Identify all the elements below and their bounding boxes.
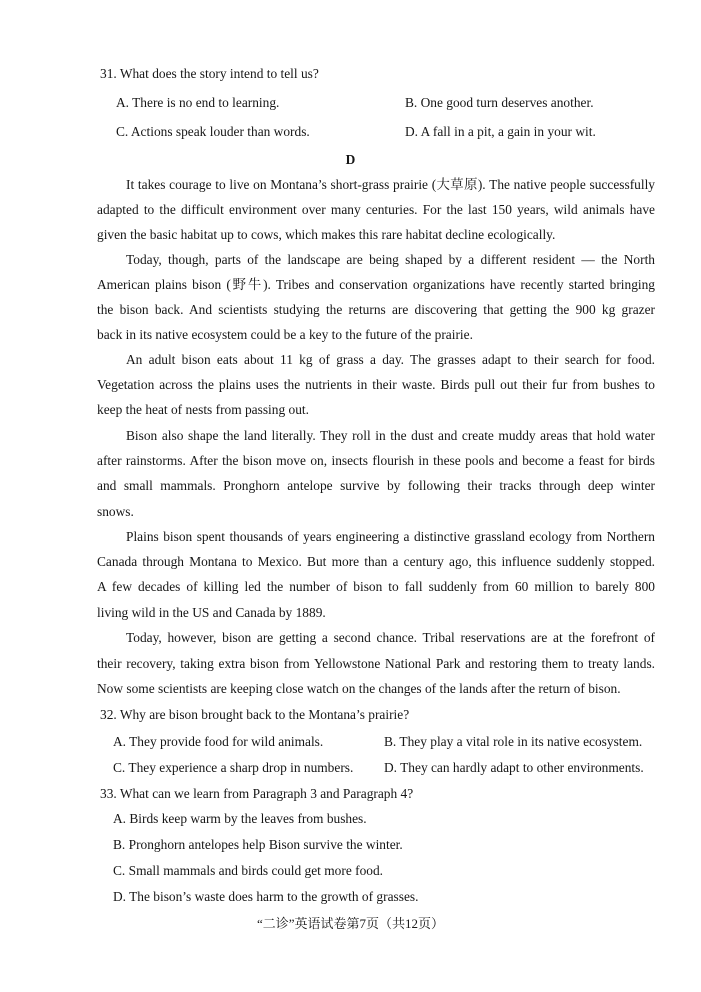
q32-option-a: A. They provide food for wild animals.: [113, 734, 324, 749]
q31-option-c: C. Actions speak louder than words.: [116, 124, 310, 139]
passage-p2-line-2: American plains bison (野牛). Tribes and conservation organizations have recently started bringing: [97, 277, 655, 292]
passage-p5-line-4: living wild in the US and Canada by 1889.: [97, 605, 326, 620]
q32-option-b: B. They play a vital role in its native ecosystem.: [384, 734, 643, 749]
passage-p4-line-4: snows.: [97, 504, 134, 519]
q31-option-b: B. One good turn deserves another.: [405, 95, 594, 110]
passage-p3-line-2: Vegetation across the plains uses the nutrients in their waste. Birds pull out their fur from bushes to: [97, 377, 655, 392]
passage-p4-line-2: after rainstorms. After the bison move on, insects flourish in these pools and become a feast for birds: [97, 453, 655, 468]
page-footer: “二诊”英语试卷第7页（共12页）: [256, 916, 445, 931]
q31-option-d: D. A fall in a pit, a gain in your wit.: [405, 124, 596, 139]
section-label: D: [345, 152, 356, 167]
passage-p5-line-3: A few decades of killing led the number of bison to fall suddenly from 60 million to barely 800: [97, 579, 655, 594]
question-32: 32. Why are bison brought back to the Montana’s prairie?: [100, 707, 410, 722]
q33-option-a: A. Birds keep warm by the leaves from bushes.: [113, 811, 367, 826]
q33-option-c: C. Small mammals and birds could get more food.: [113, 863, 384, 878]
question-33: 33. What can we learn from Paragraph 3 and Paragraph 4?: [100, 786, 414, 801]
passage-p1-line-2: adapted to the difficult environment over many centuries. For the last 150 years, wild animals have: [97, 202, 655, 217]
passage-p3-line-3: keep the heat of nests from passing out.: [97, 402, 309, 417]
passage-p1-line-1: It takes courage to live on Montana’s short-grass prairie (大草原). The native people successfully: [126, 177, 655, 192]
passage-p5-line-2: Canada through Montana to Mexico. But more than a century ago, this influence suddenly stopped.: [97, 554, 655, 569]
passage-p5-line-1: Plains bison spent thousands of years engineering a distinctive grassland ecology from Northern: [126, 529, 655, 544]
passage-p4-line-3: and small mammals. Pronghorn antelope survive by following their tracks through deep winter: [97, 478, 655, 493]
passage-p6-line-1: Today, however, bison are getting a second chance. Tribal reservations are at the forefront of: [126, 630, 655, 645]
passage-p4-line-1: Bison also shape the land literally. They roll in the dust and create muddy areas that hold water: [126, 428, 655, 443]
q33-option-d: D. The bison’s waste does harm to the growth of grasses.: [113, 889, 419, 904]
passage-p2-line-1: Today, though, parts of the landscape are being shaped by a different resident — the North: [126, 252, 655, 267]
question-31: 31. What does the story intend to tell us?: [100, 66, 319, 81]
passage-p3-line-1: An adult bison eats about 11 kg of grass a day. The grasses adapt to their search for food.: [126, 352, 655, 367]
passage-p1-line-3: given the basic habitat up to cows, which makes this rare habitat decline ecologically.: [97, 227, 556, 242]
passage-p6-line-3: Now some scientists are keeping close watch on the changes of the lands after the return of bison.: [97, 681, 621, 696]
q32-option-d: D. They can hardly adapt to other environments.: [384, 760, 644, 775]
passage-p2-line-3: the bison back. And scientists studying the returns are discovering that getting the 900 kg grazer: [97, 302, 655, 317]
passage-p6-line-2: their recovery, taking extra bison from Yellowstone National Park and restoring them to treaty lands.: [97, 656, 655, 671]
q32-option-c: C. They experience a sharp drop in numbers.: [113, 760, 354, 775]
q33-option-b: B. Pronghorn antelopes help Bison survive the winter.: [113, 837, 403, 852]
passage-p2-line-4: back in its native ecosystem could be a key to the future of the prairie.: [97, 327, 473, 342]
q31-option-a: A. There is no end to learning.: [116, 95, 280, 110]
